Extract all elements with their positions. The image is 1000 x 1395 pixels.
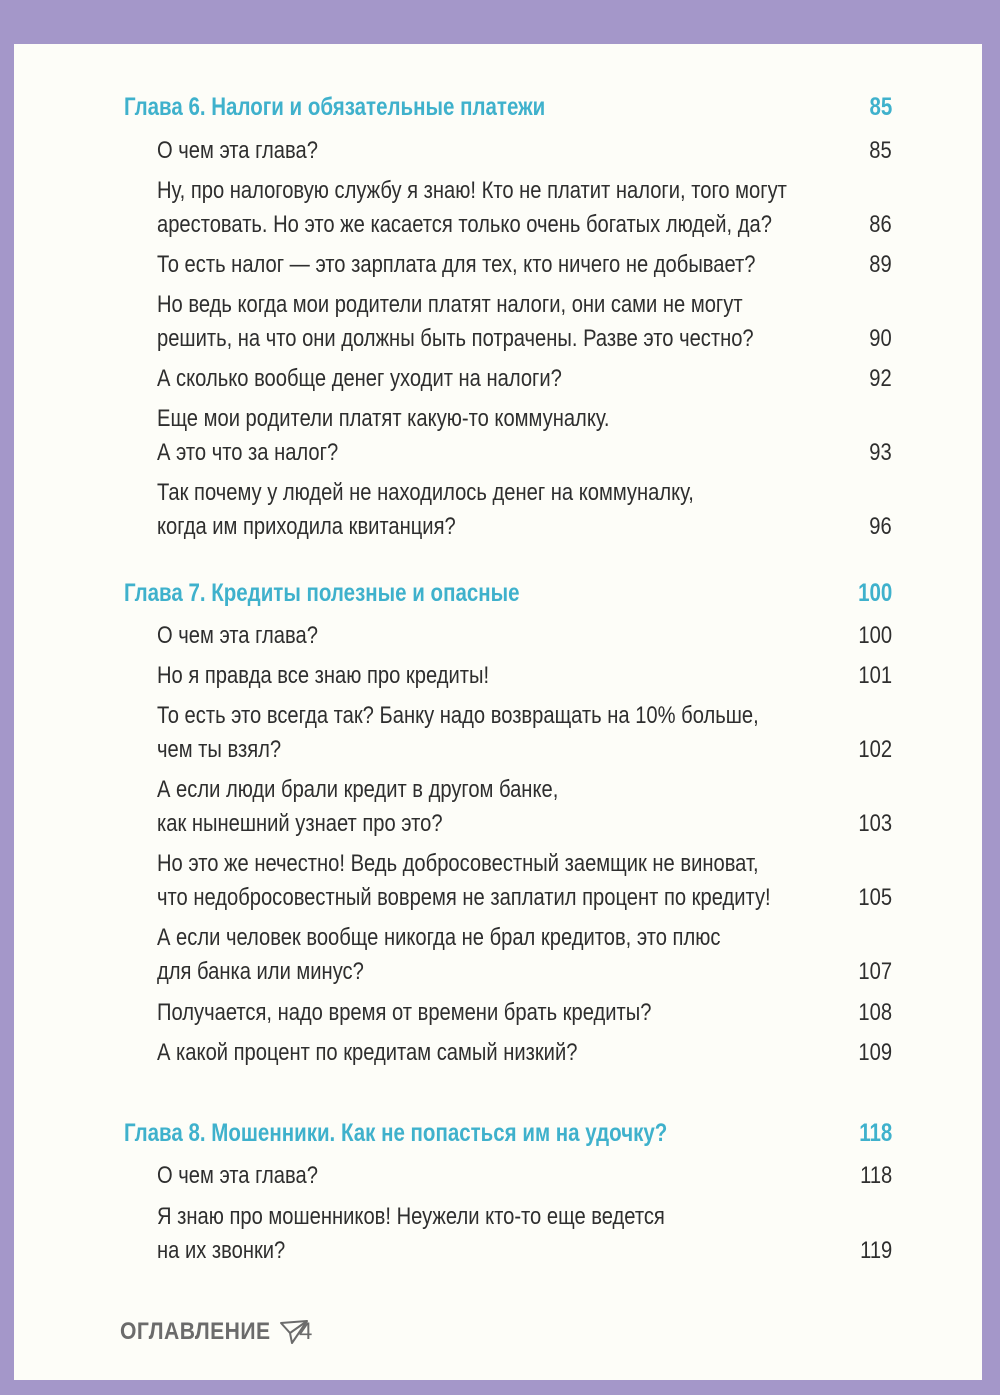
toc-entry[interactable]	[157, 847, 892, 915]
entry-text: А сколько вообще денег уходит на налоги?	[157, 365, 562, 392]
toc-entry[interactable]	[157, 288, 892, 356]
entry-text: А какой процент по кредитам самый низкий?	[157, 1039, 578, 1066]
toc-entry[interactable]	[157, 248, 892, 282]
footer-label: ОГЛАВЛЕНИЕ	[120, 1318, 271, 1345]
entry-text: решить, на что они должны быть потрачены. Разве это честно?	[157, 325, 754, 352]
chapter-page: 118	[859, 1119, 893, 1147]
footer-page-number: 4	[299, 1318, 313, 1345]
toc-entry[interactable]	[157, 134, 892, 168]
entry-text: А если человек вообще никогда не брал кредитов, это плюс	[157, 924, 721, 951]
entry-text: О чем эта глава?	[157, 622, 318, 649]
entry-text: чем ты взял?	[157, 736, 282, 763]
toc-entry[interactable]	[157, 699, 892, 767]
entry-page: 86	[869, 211, 892, 238]
chapter-title: Глава 7. Кредиты полезные и опасные	[124, 579, 520, 607]
page-footer	[120, 1318, 312, 1346]
toc-entry[interactable]	[157, 619, 892, 653]
chapter-heading[interactable]	[124, 1119, 892, 1148]
toc-entry[interactable]	[157, 402, 892, 470]
chapter-title: Глава 8. Мошенники. Как не попасться им на удочку?	[124, 1119, 668, 1147]
toc-entry[interactable]	[157, 1200, 892, 1268]
chapter-title: Глава 6. Налоги и обязательные платежи	[124, 93, 546, 121]
entry-text: Получается, надо время от времени брать кредиты?	[157, 999, 652, 1026]
chapter-page: 85	[869, 93, 893, 121]
entry-text: Но ведь когда мои родители платят налоги, они сами не могут	[157, 291, 743, 318]
chapter-heading[interactable]	[124, 579, 892, 608]
entry-page: 108	[858, 999, 892, 1026]
entry-page: 85	[869, 137, 892, 164]
entry-text: Так почему у людей не находилось денег на коммуналку,	[157, 479, 694, 506]
entry-page: 92	[869, 365, 892, 392]
entry-text: То есть налог — это зарплата для тех, кто ничего не добывает?	[157, 251, 756, 278]
entry-text: когда им приходила квитанция?	[157, 513, 456, 540]
entry-page: 119	[859, 1237, 892, 1264]
entry-page: 100	[858, 622, 892, 649]
chapter-heading[interactable]	[124, 93, 892, 122]
entry-text: для банка или минус?	[157, 958, 364, 985]
entry-text: на их звонки?	[157, 1237, 286, 1264]
toc-entry[interactable]	[157, 996, 892, 1030]
entry-text: Я знаю про мошенников! Неужели кто-то еще ведется	[157, 1203, 665, 1230]
toc-entry[interactable]	[157, 1036, 892, 1070]
entry-page: 93	[869, 439, 892, 466]
entry-page: 90	[869, 325, 892, 352]
toc-entry[interactable]	[157, 659, 892, 693]
toc-entry[interactable]	[157, 773, 892, 841]
entry-page: 118	[859, 1162, 892, 1189]
entry-text: Ну, про налоговую службу я знаю! Кто не платит налоги, того могут	[157, 177, 787, 204]
toc-entry[interactable]	[157, 921, 892, 989]
toc-entry[interactable]	[157, 1159, 892, 1193]
entry-text: А это что за налог?	[157, 439, 339, 466]
entry-text: Но я правда все знаю про кредиты!	[157, 662, 490, 689]
entry-text: То есть это всегда так? Банку надо возвращать на 10% больше,	[157, 702, 759, 729]
entry-text: Но это же нечестно! Ведь добросовестный заемщик не виноват,	[157, 850, 759, 877]
entry-page: 89	[869, 251, 892, 278]
toc-entry[interactable]	[157, 476, 892, 544]
entry-page: 102	[858, 736, 892, 763]
entry-page: 109	[858, 1039, 892, 1066]
chapter-page: 100	[858, 579, 893, 607]
entry-page: 96	[869, 513, 892, 540]
entry-page: 105	[858, 884, 892, 911]
entry-text: арестовать. Но это же касается только очень богатых людей, да?	[157, 211, 772, 238]
entry-text: О чем эта глава?	[157, 1162, 318, 1189]
entry-text: Еще мои родители платят какую-то коммуналку.	[157, 405, 610, 432]
entry-text: А если люди брали кредит в другом банке,	[157, 776, 559, 803]
toc-entry[interactable]	[157, 174, 892, 242]
entry-page: 103	[858, 810, 892, 837]
entry-text: что недобросовестный вовремя не заплатил процент по кредиту!	[157, 884, 771, 911]
entry-text: как нынешний узнает про это?	[157, 810, 443, 837]
entry-text: О чем эта глава?	[157, 137, 318, 164]
toc-entry[interactable]	[157, 362, 892, 396]
entry-page: 101	[858, 662, 892, 689]
entry-page: 107	[858, 958, 892, 985]
